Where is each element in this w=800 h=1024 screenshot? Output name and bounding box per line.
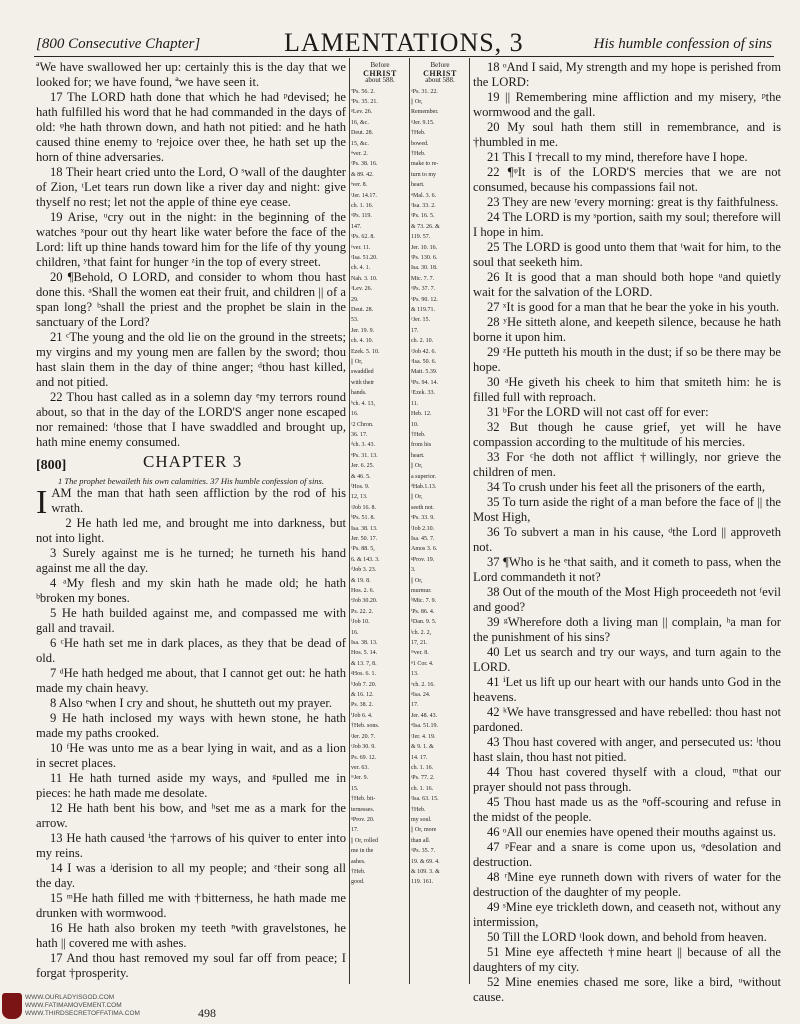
cross-reference-note: Ps. 38. 2. — [351, 702, 374, 709]
verse-paragraph: 21 ᶜThe young and the old lie on the ground in the streets; my virgins and my young men are fallen by the sword; thou hast slain them in the day of thine anger; ᵈthou hast killed, and not pitied. — [36, 330, 346, 389]
cross-reference-note: ᶠHos. 9. — [351, 483, 370, 490]
cross-reference-note: 17. — [411, 327, 419, 334]
cross-reference-note: ʳPs. 38. 16. — [351, 161, 378, 168]
cross-reference-note: 147. — [351, 223, 362, 230]
cross-reference-note: †Heb. — [351, 868, 366, 875]
cross-reference-note: Hos. 2. 6. — [351, 588, 375, 594]
verse-paragraph: 20 ¶Behold, O LORD, and consider to whom thou hast done this. ᵃShall the women eat their fruit, and children || of a span long? ᵇshall the priest and the prophet be slain in the sanctuary of the Lord? — [36, 270, 346, 329]
cross-reference-note: ªPs. 35. 21. — [351, 98, 378, 105]
verse-paragraph: 32 But though he cause grief, yet will he have compassion according to the multitude of his mercies. — [473, 420, 781, 449]
chapter-heading — [36, 454, 346, 476]
verse-paragraph: 43 Thou hast covered with anger, and persecuted us: ˡthou hast slain, thou hast not pitied. — [473, 735, 781, 764]
cross-reference-note: ʰJob 7. 20. — [351, 681, 377, 688]
cross-reference-note: ᵗJer. 14.17. — [351, 192, 377, 199]
verse-paragraph: 10 ᶠHe was unto me as a bear lying in wait, and as a lion in secret places. — [36, 741, 346, 770]
cross-reference-note: ᵃLev. 26. — [351, 286, 373, 293]
verse-paragraph: 38 Out of the mouth of the Most High proceedeth not ᶠevil and good? — [473, 585, 781, 614]
verse-paragraph: 30 ᵃHe giveth his cheek to him that smiteth him: he is filled full with reproach. — [473, 375, 781, 404]
cross-reference-note: ᵗPs. 130. 6. — [411, 255, 438, 261]
verse-paragraph: 27 ˣIt is good for a man that he bear the yoke in his youth. — [487, 300, 780, 314]
cross-reference-note: †Heb. sons. — [351, 723, 380, 730]
cross-reference-note: Remember. — [411, 109, 439, 116]
verse-paragraph-first: IAM the man that hath seen affliction by the rod of his wrath. — [36, 484, 346, 521]
verse-paragraph: 9 He hath inclosed my ways with hewn stone, he hath made my paths crooked. — [36, 711, 346, 740]
shield-icon — [2, 993, 22, 1019]
cross-reference-note: hands. — [351, 390, 367, 397]
verse-paragraph: 19 Arise, ᵘcry out in the night: in the beginning of the watches ˣpour out thy heart like water before the face of the Lord: lift up thine hands toward him for the life of thy young children, ʸthat faint for hunger ᶻin the top of every street. — [36, 210, 346, 269]
cross-reference-note: 12, 13. — [351, 494, 368, 501]
watermark-url[interactable]: WWW.THIRDSECRETOFFATIMA.COM — [25, 1010, 140, 1017]
cross-reference-note: Isa. 45. 7. — [411, 535, 435, 542]
cross-reference-note: heart. — [411, 452, 425, 459]
verse-paragraph: 17 And thou hast removed my soul far off from peace; I forgat †prosperity. — [36, 951, 346, 980]
verse-paragraph: 26 It is good that a man should both hope ᵘand quietly wait for the salvation of the LORD. — [473, 270, 781, 299]
cross-reference-note: 16. — [351, 411, 359, 418]
verse-paragraph: 35 To turn aside the right of a man before the face of || the Most High, — [473, 495, 781, 524]
verse-paragraph: 45 Thou hast made us as the ⁿoff-scouring and refuse in the midst of the people. — [473, 795, 781, 824]
watermark-urls — [25, 994, 140, 1018]
drop-cap: I — [36, 484, 48, 521]
cross-reference-note: ch. 2. 10. — [411, 338, 434, 345]
verse-paragraph: 19 || Remembering mine affliction and my misery, ᵖthe wormwood and the gall. — [473, 90, 781, 119]
cross-reference-note: & 109. 3. & — [411, 868, 440, 875]
verse-paragraph: ªWe have swallowed her up: certainly this is the day that we looked for; we have found, ªwe have seen it. — [36, 60, 346, 89]
cross-reference-note: ᵘPs. 37. 7. — [411, 286, 436, 293]
verse-paragraph: 25 The LORD is good unto them that ᵗwait for him, to the soul that seeketh him. — [473, 240, 781, 269]
cross-reference-note: ˡch. 2. 2, — [411, 629, 432, 636]
cross-reference-note: ᵐver. 8. — [411, 650, 429, 657]
cross-reference-note: Ps. 22. 2. — [351, 608, 374, 615]
cross-reference-note: Jer. 10. 16. — [411, 244, 438, 251]
cross-reference-note: ᵇPs. 51. 8. — [351, 515, 376, 522]
cross-reference-note: Amos 3. 6. — [411, 546, 438, 553]
cross-reference-note: 17. — [411, 702, 419, 709]
chapter-title: CHAPTER 3 — [143, 452, 243, 471]
margin-notes-list — [351, 89, 409, 887]
cross-reference-note: ᵏDan. 9. 5. — [411, 619, 437, 626]
cross-reference-note: my soul. — [411, 816, 432, 823]
cross-reference-note: ᵖLev. 26. — [351, 109, 373, 116]
verse-paragraph: 17 The LORD hath done that which he had ᵖdevised; he hath fulfilled his word that he had commanded in the days of old: ᵠhe hath thrown down, and hath not pitied: and he hath caused thine enemy to ʳrejoice over thee, he hath set up the horn of thine adversaries. — [36, 90, 346, 164]
verse-paragraph: 14 I was a ʲderision to all my people; and ᵋtheir song all the day. — [36, 861, 346, 890]
column-divider-left — [349, 58, 350, 984]
cross-reference-note: ʰMic. 7. 9. — [411, 598, 437, 605]
cross-reference-note: ᵃJob 16. 8. — [351, 504, 376, 511]
cross-reference-note: ᵘPs. 119. — [351, 213, 372, 220]
cross-reference-note: ᶜEzek. 33. — [411, 390, 436, 397]
cross-reference-note: 11. — [411, 400, 419, 407]
cross-reference-note: ᵐJer. 9. — [351, 775, 369, 782]
cross-reference-note: Deut. 28. — [351, 307, 374, 314]
cross-reference-note: & 119.71. — [411, 307, 435, 314]
cross-reference-margin-right — [411, 62, 469, 1020]
cross-reference-note: with their — [351, 379, 375, 386]
cross-reference-note: ᵈJob 3. 23. — [351, 567, 377, 574]
cross-reference-note: ch. 1. 16. — [351, 202, 374, 209]
verse-paragraph: 8 Also ᵉwhen I cry and shout, he shutteth out my prayer. — [50, 696, 332, 710]
verse-paragraph: 11 He hath turned aside my ways, and ᵍpulled me in pieces: he hath made me desolate. — [36, 771, 346, 800]
verse-paragraph: 39 ᵍWherefore doth a living man || complain, ʰa man for the punishment of his sins? — [473, 615, 781, 644]
cross-reference-note: ᵠIsa. 51.19. — [411, 723, 439, 730]
verse-paragraph: 13 He hath caused ⁱthe †arrows of his quiver to enter into my reins. — [36, 831, 346, 860]
cross-reference-note: turn to my — [411, 171, 436, 178]
margin-date-header: Before CHRIST about 588. — [423, 62, 457, 84]
cross-reference-note: ᶜ2 Chron. — [351, 421, 374, 428]
verse-paragraph: 50 Till the LORD ᵗlook down, and behold from heaven. — [487, 930, 767, 944]
verse-paragraph: 3 Surely against me is he turned; he turneth his hand against me all the day. — [36, 546, 346, 575]
cross-reference-note: ᵋJob 30. 9. — [351, 744, 376, 751]
verse-paragraph: 4 ᵃMy flesh and my skin hath he made old; he hath ᵇbroken my bones. — [36, 576, 346, 605]
cross-reference-note: 13. — [411, 671, 419, 678]
verse-paragraph: 23 They are new ʳevery morning: great is thy faithfulness. — [487, 195, 779, 209]
cross-reference-note: ᵠMal. 3. 6. — [411, 192, 437, 199]
cross-reference-note: murmur. — [411, 588, 432, 594]
cross-reference-note: || Or, — [411, 494, 423, 501]
cross-reference-note: Deut. 28. — [351, 130, 374, 137]
verse-paragraph: 28 ʸHe sitteth alone, and keepeth silence, because he hath borne it upon him. — [473, 315, 781, 344]
cross-reference-note: ver. 63. — [351, 764, 369, 771]
cross-reference-note: good. — [351, 879, 365, 886]
cross-reference-note: || Or, — [411, 463, 423, 470]
cross-reference-note: ᵒPs. 31. 22. — [411, 88, 438, 95]
cross-reference-note: †Heb. bit- — [351, 796, 376, 803]
verse-paragraph: 29 ᶻHe putteth his mouth in the dust; if so be there may be hope. — [473, 345, 781, 374]
cross-reference-note: ᵉPs. 31. 13. — [351, 452, 378, 459]
cross-reference-note: ᵃIsa. 50. 6. — [411, 359, 437, 366]
cross-reference-note: 6. & 143. 3. — [351, 556, 380, 563]
cross-reference-note: & 13. 7, 8. — [351, 660, 377, 667]
cross-reference-note: †Heb. — [411, 130, 426, 137]
cross-reference-note: †Heb. — [411, 431, 426, 438]
verse-paragraph: 15 ᵐHe hath filled me with †bitterness, he hath made me drunken with wormwood. — [36, 891, 346, 920]
cross-reference-note: & 89. 42. — [351, 171, 374, 178]
cross-reference-note: ᵘPs. 35. 7. — [411, 848, 436, 855]
cross-reference-note: Isa. 38. 13. — [351, 525, 378, 532]
cross-reference-note: ᵍProv. 19. — [411, 556, 435, 563]
verse-paragraph: 34 To crush under his feet all the prisoners of the earth, — [487, 480, 765, 494]
cross-reference-note: || Or, — [351, 359, 363, 366]
cross-reference-note: ᵠver. 2. — [351, 150, 368, 157]
cross-reference-note: †Heb. — [411, 806, 426, 813]
cross-reference-note: ᵇch. 4. 13, — [351, 400, 376, 407]
verse-paragraph: 33 For ᶜhe doth not afflict †willingly, nor grieve the children of men. — [473, 450, 781, 479]
cross-reference-note: †Heb. — [411, 150, 426, 157]
cross-reference-note: ˢPs. 16. 5. — [411, 213, 435, 220]
verse-paragraph: 18 ᵒAnd I said, My strength and my hope is perished from the LORD: — [473, 60, 781, 89]
cross-reference-note: 14. 17. — [411, 754, 428, 761]
left-text-column — [36, 60, 346, 981]
cross-reference-note: Nah. 3. 10. — [351, 275, 378, 282]
cross-reference-note: & 46. 5. — [351, 473, 371, 480]
cross-reference-note: ᵉPs. 33. 9. — [411, 515, 435, 522]
cross-reference-note: Mic. 7. 7. — [411, 275, 435, 282]
cross-reference-note: 29. — [351, 296, 359, 303]
running-header — [36, 28, 772, 58]
verse-paragraph: 18 Their heart cried unto the Lord, O ˢwall of the daughter of Zion, ᵗLet tears run down like a river day and night: give thyself no rest; let not the apple of thine eye cease. — [36, 165, 346, 209]
column-divider-middle — [409, 58, 410, 984]
cross-reference-note: 36. 17. — [351, 431, 368, 438]
website-watermark — [0, 990, 160, 1024]
cross-reference-note: than all. — [411, 837, 431, 844]
verse-paragraph: 36 To subvert a man in his cause, ᵈthe Lord || approveth not. — [473, 525, 781, 554]
verse-paragraph: 46 ᵒAll our enemies have opened their mouths against us. — [487, 825, 777, 839]
cross-reference-note: 16. — [351, 629, 359, 636]
consecutive-chapter-number: [800] — [36, 458, 67, 473]
cross-reference-note: ʳIsa. 33. 2. — [411, 202, 436, 209]
cross-reference-note: ᶜPs. 88. 5, — [351, 546, 375, 553]
cross-reference-note: ⁱJob 6. 4. — [351, 712, 373, 719]
cross-reference-note: 15, &c. — [351, 140, 369, 147]
cross-reference-note: || Or, rolled — [351, 837, 378, 844]
verse-paragraph: 47 ᵖFear and a snare is come upon us, ᵠdesolation and destruction. — [473, 840, 781, 869]
cross-reference-note: ˢver. 8. — [351, 182, 368, 189]
cross-reference-note: & 9. 1. & — [411, 744, 434, 751]
cross-reference-note: ᵖJer. 9.15. — [411, 119, 435, 126]
consecutive-chapter-label: [800 Consecutive Chapter] — [36, 36, 201, 52]
cross-reference-note: & 19. 8. — [351, 577, 371, 584]
cross-reference-note: || Or, more — [411, 827, 437, 834]
verse-paragraph: 7 ᵈHe hath hedged me about, that I cannot get out: he hath made my chain heavy. — [36, 666, 346, 695]
cross-reference-note: ⁱPs. 86. 4. — [411, 608, 435, 615]
cross-reference-note: Hos. 5. 14. — [351, 650, 378, 657]
verse-paragraph: 6 ᶜHe hath set me in dark places, as they that be dead of old. — [36, 636, 346, 665]
cross-reference-note: ᵖIsa. 24. — [411, 692, 431, 699]
watermark-url[interactable]: WWW.OURLADYISGOD.COM — [25, 994, 115, 1001]
cross-reference-note: ᶠJob 2.10. — [411, 525, 435, 532]
cross-reference-note: Matt. 5.39. — [411, 369, 438, 376]
cross-reference-note: make to re- — [411, 161, 439, 168]
page-number: 498 — [198, 1006, 216, 1020]
cross-reference-note: Isa. 38. 13. — [351, 640, 378, 647]
cross-reference-note: ʳJer. 4. 19. — [411, 733, 436, 740]
cross-reference-note: ᵈHab.1.13. — [411, 483, 437, 490]
cross-reference-note: ʸJer. 15. — [411, 317, 430, 324]
verse-paragraph: 31 ᵇFor the LORD will not cast off for ever: — [487, 405, 709, 419]
cross-reference-note: ᵒch. 2. 16. — [411, 681, 435, 688]
cross-reference-note: 16, &c. — [351, 119, 369, 126]
cross-reference-note: || Or, — [411, 98, 423, 105]
verse-paragraph: 24 The LORD is my ˢportion, saith my soul; therefore will I hope in him. — [473, 210, 781, 239]
verse-paragraph: 5 He hath builded against me, and compassed me with gall and travail. — [36, 606, 346, 635]
verse-paragraph: 20 My soul hath them still in remembrance, and is †humbled in me. — [473, 120, 781, 149]
book-chapter-title: LAMENTATIONS, 3 — [284, 28, 524, 57]
cross-reference-note: Isa. 30. 18. — [411, 265, 438, 272]
cross-reference-note: ᵍHos. 6. 1. — [351, 671, 376, 678]
cross-reference-note: Jer. 50. 17. — [351, 535, 378, 542]
cross-reference-note: ˣPs. 62. 8. — [351, 234, 375, 241]
cross-reference-note: 3. — [411, 567, 416, 574]
verse-paragraph: 22 Thou hast called as in a solemn day ᵉmy terrors round about, so that in the day of the LORD'S anger none escaped nor remained: ᶠthose that I have swaddled and brought up, hath mine enemy consumed. — [36, 390, 346, 449]
verse-paragraph: 49 ˢMine eye trickleth down, and ceaseth not, without any intermission, — [473, 900, 781, 929]
cross-reference-note: ch. 1. 16. — [411, 785, 434, 792]
cross-reference-note: Ps. 69. 12. — [351, 754, 377, 761]
cross-reference-note: ternesses. — [351, 806, 375, 813]
cross-reference-note: 17. — [351, 827, 359, 834]
cross-reference-note: ªPs. 56. 2. — [351, 88, 375, 95]
watermark-url[interactable]: WWW.FATIMAMOVEMENT.COM — [25, 1002, 122, 1009]
verse-paragraph: 12 He hath bent his bow, and ʰset me as a mark for the arrow. — [36, 801, 346, 830]
cross-reference-note: ᵉJob 30.20. — [351, 598, 378, 605]
verse-paragraph: 48 ʳMine eye runneth down with rivers of water for the destruction of the daughter of my people. — [473, 870, 781, 899]
cross-reference-note: ˢPs. 77. 2. — [411, 775, 435, 782]
cross-reference-note: 119. 57. — [411, 234, 431, 241]
header-rule — [34, 56, 774, 57]
cross-reference-note: ch. 1. 16. — [411, 764, 434, 771]
verse-paragraph: 22 ¶ᵠIt is of the LORD'S mercies that we are not consumed, because his compassions fail not. — [473, 165, 781, 194]
cross-reference-note: & 73. 26. & — [411, 223, 440, 230]
margin-date-header: Before CHRIST about 588. — [363, 62, 397, 84]
cross-reference-note: ⁿ1 Cor. 4. — [411, 660, 434, 667]
verse-paragraph: 52 Mine enemies chased me sore, like a bird, ᵘwithout cause. — [473, 975, 781, 1004]
cross-reference-note: Heb. 12. — [411, 411, 432, 418]
cross-reference-note: from his — [411, 442, 432, 449]
cross-reference-note: swaddled — [351, 369, 374, 376]
cross-reference-note: bowed. — [411, 140, 429, 147]
cross-reference-note: ch. 4. 1. — [351, 265, 371, 272]
cross-reference-note: ᶠJob 10. — [351, 619, 370, 626]
cross-reference-note: ᶻJob 42. 6. — [411, 348, 436, 355]
cross-reference-note: ʸver. 11. — [351, 244, 371, 251]
page-topic-heading: His humble confession of sins — [593, 36, 772, 52]
cross-reference-note: ᶻIsa. 51.20. — [351, 255, 378, 261]
cross-reference-note: a superior. — [411, 473, 436, 480]
cross-reference-note: Jer. 48. 43. — [411, 712, 438, 719]
cross-reference-note: ᵈch. 3. 43. — [351, 442, 376, 449]
cross-reference-note: 17, 21. — [411, 640, 428, 647]
verse-paragraph: 51 Mine eye affecteth †mine heart || because of all the daughters of my city. — [473, 945, 781, 974]
cross-reference-note: 19. & 69. 4. — [411, 858, 440, 865]
cross-reference-note: 10. — [411, 421, 419, 428]
verse-paragraph: 37 ¶Who is he ᵉthat saith, and it cometh to pass, when the Lord commandeth it not? — [473, 555, 781, 584]
cross-reference-note: ˣPs. 90. 12. — [411, 296, 438, 303]
verse-paragraph: 41 ⁱLet us lift up our heart with our hands unto God in the heavens. — [473, 675, 781, 704]
cross-reference-note: 53. — [351, 317, 359, 324]
margin-notes-list — [411, 89, 469, 887]
cross-reference-note: & 16. 12. — [351, 692, 374, 699]
cross-reference-note: seeth not. — [411, 504, 434, 511]
column-divider-right — [469, 58, 470, 984]
cross-reference-note: ʲJer. 20. 7. — [351, 733, 376, 740]
cross-reference-margin-left — [351, 62, 409, 1020]
cross-reference-note: Ezek. 5. 10. — [351, 348, 380, 355]
verse-paragraph: 40 Let us search and try our ways, and turn again to the LORD. — [473, 645, 781, 674]
cross-reference-note: 15. — [351, 785, 359, 792]
cross-reference-note: ch. 4. 10. — [351, 338, 374, 345]
cross-reference-note: Jer. 6. 25. — [351, 463, 375, 470]
cross-reference-note: ᵇPs. 94. 14. — [411, 379, 439, 386]
verse-paragraph: 42 ᵏWe have transgressed and have rebelled: thou hast not pardoned. — [473, 705, 781, 734]
cross-reference-note: 119. 161. — [411, 879, 434, 886]
cross-reference-note: || Or, — [411, 577, 423, 584]
verse-paragraph: 44 Thou hast covered thyself with a cloud, ᵐthat our prayer should not pass through. — [473, 765, 781, 794]
cross-reference-note: Jer. 19. 9. — [351, 327, 375, 334]
verse-paragraph: 16 He hath also broken my teeth ⁿwith gravelstones, he hath || covered me with ashes. — [36, 921, 346, 950]
right-text-column — [473, 60, 781, 1005]
cross-reference-note: ⁿProv. 20. — [351, 816, 375, 823]
cross-reference-note: heart. — [411, 182, 425, 189]
chapter-summary: 1 The prophet bewaileth his own calamities. 37 His humble confession of sins. — [57, 476, 324, 486]
verse-paragraph: 2 He hath led me, and brought me into darkness, but not into light. — [36, 516, 346, 545]
verse-paragraph: 21 This I †recall to my mind, therefore have I hope. — [487, 150, 748, 164]
cross-reference-note: me in the — [351, 848, 374, 855]
cross-reference-note: ᵗIsa. 63. 15. — [411, 796, 439, 803]
cross-reference-note: ashes. — [351, 858, 366, 865]
